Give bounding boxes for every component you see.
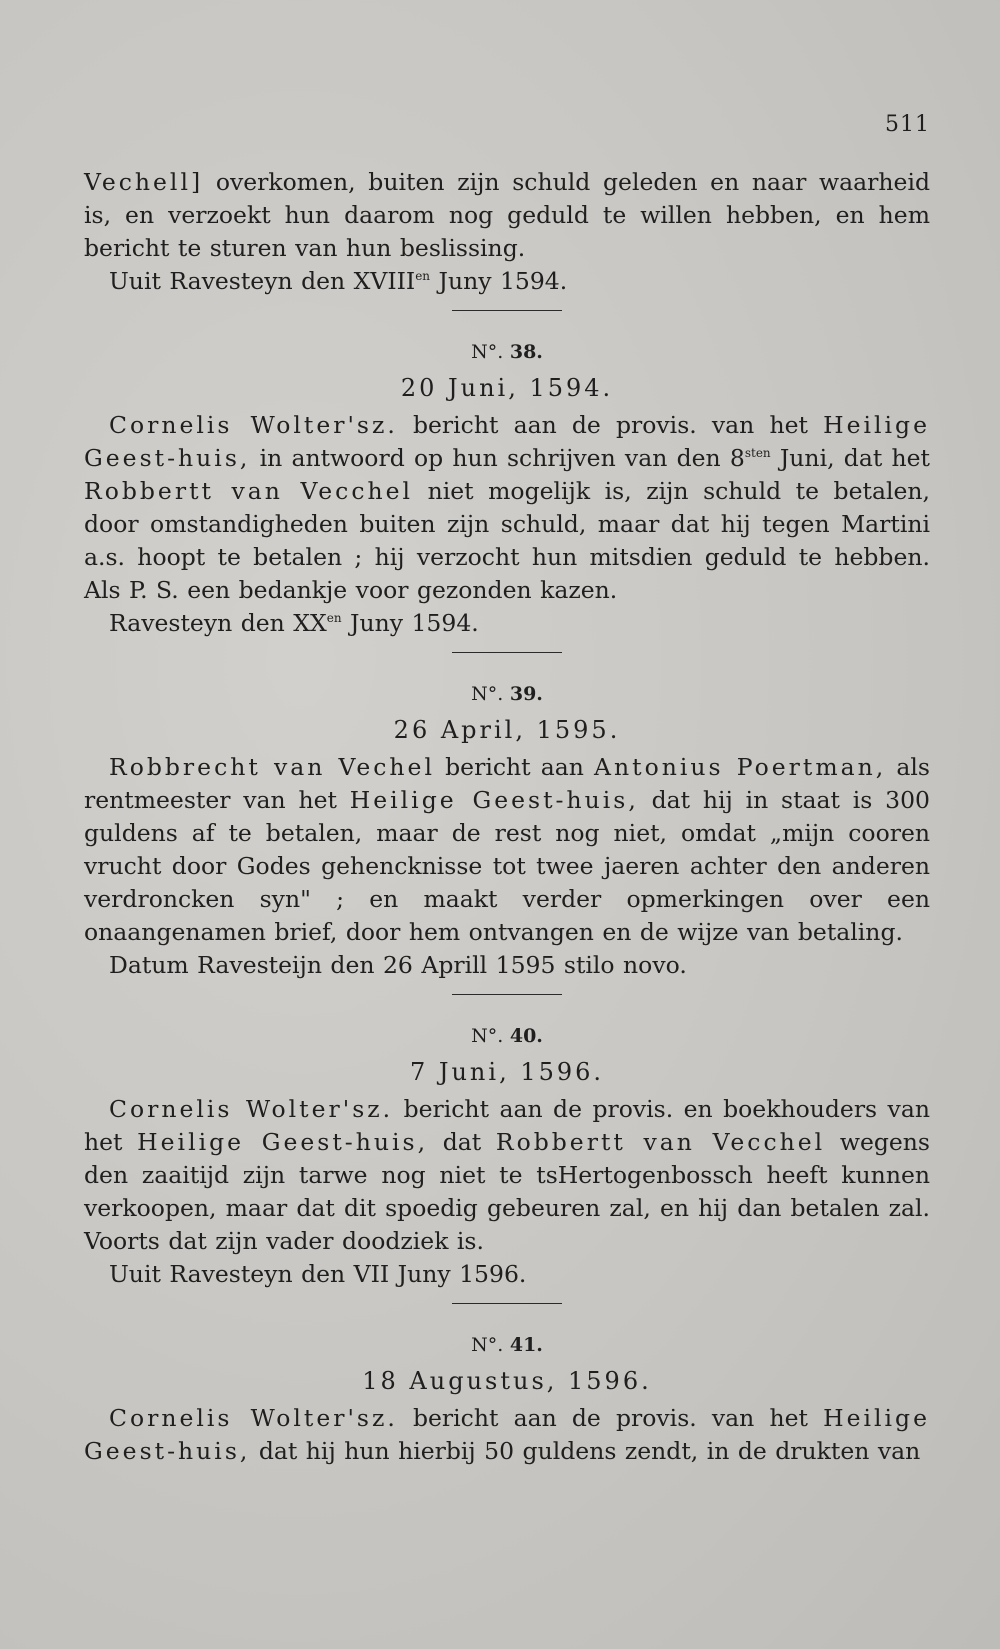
entry-39 — [84, 679, 930, 995]
entry-body: Cornelis Wolter'sz. bericht aan de provis. van het Heilige Geest-huis, dat hij hun hierbij 50 guldens zendt, in de drukten van — [84, 1404, 930, 1465]
section-divider — [452, 310, 562, 311]
section-divider — [452, 652, 562, 653]
intro-text: overkomen, buiten zijn schuld geleden en naar waarheid is, en verzoekt hun daarom nog geduld te willen hebben, en hem bericht te sturen van hun beslissing. — [84, 168, 930, 262]
page-number: 511 — [885, 112, 930, 137]
entry-name: Antonius Poertman, — [594, 753, 887, 781]
entry-body: Robbrecht van Vechel bericht aan Antonius Poertman, als rentmeester van het Heilige Geest-huis, dat hij in staat is 300 guldens af te betalen, maar de rest nog niet, omdat „mijn cooren vrucht door Godes gehencknisse tot twee jaeren achter den anderen verdroncken syn" ; en maakt verder opmerkingen over een onaangenamen brief, door hem ontvangen en de wijze van betaling. — [84, 753, 931, 946]
entry-number: N°. 41. — [471, 1334, 543, 1356]
entry-date: 18 Augustus, 1596. — [362, 1367, 652, 1395]
entry-name: Cornelis Wolter'sz. — [109, 1404, 398, 1432]
entry-closing: Uuit Ravesteyn den VII Juny 1596. — [109, 1260, 527, 1288]
section-divider — [452, 1303, 562, 1304]
entry-body: Cornelis Wolter'sz. bericht aan de provis. en boekhouders van het Heilige Geest-huis, dat Robbertt van Vecchel wegens den zaaitijd zijn tarwe nog niet te tsHertogenbossch heeft kunnen verkoopen, maar dat dit spoedig gebeuren zal, en hij dan betalen zal. Voorts dat zijn vader doodziek is. — [84, 1095, 930, 1255]
entry-closing: Datum Ravesteijn den 26 Aprill 1595 stilo novo. — [109, 951, 687, 979]
person-name: Robbertt van Vecchel — [495, 1128, 826, 1156]
institution-name: Heilige Geest-huis, — [137, 1128, 429, 1156]
intro-section — [84, 100, 930, 311]
entry-date: 20 Juni, 1594. — [400, 374, 614, 402]
entry-number: N°. 39. — [471, 683, 543, 705]
book-page — [84, 100, 930, 1468]
intro-person: Vechell] — [84, 168, 204, 196]
person-name: Robbrecht van Vechel — [109, 753, 435, 781]
entry-date: 26 April, 1595. — [393, 716, 621, 744]
entry-closing: Ravesteyn den $XX^{en}$ Juny 1594. — [109, 609, 479, 637]
person-name: Robbertt van Vecchel — [84, 477, 414, 505]
institution-name: Heilige Geest-huis, — [349, 786, 639, 814]
entry-name: Cornelis Wolter'sz. — [109, 1095, 394, 1123]
entry-41 — [84, 1330, 930, 1468]
institution-name: Heilige Geest-huis, — [84, 1404, 930, 1465]
entry-38 — [84, 337, 930, 653]
intro-closing: Uuit Ravesteyn den $XVIII^{en}$ Juny 1594. — [109, 267, 568, 295]
section-divider — [452, 994, 562, 995]
entry-name: Cornelis Wolter'sz. — [109, 411, 398, 439]
entry-number: N°. 38. — [471, 341, 543, 363]
entry-number: N°. 40. — [471, 1025, 543, 1047]
entry-40 — [84, 1021, 930, 1304]
institution-name: Heilige Geest-huis, — [84, 411, 930, 472]
entry-date: 7 Juni, 1596. — [409, 1058, 605, 1086]
entry-body: Cornelis Wolter'sz. bericht aan de provis. van het Heilige Geest-huis, in antwoord op hun schrijven van den $8^{sten}$ Juni, dat het Robbertt van Vecchel niet mogelijk is, zijn schuld te betalen, door omstandigheden buiten zijn schuld, maar dat hij tegen Martini a.s. hoopt te betalen ; hij verzocht hun mitsdien geduld te hebben. Als P. S. een bedankje voor gezonden kazen. — [84, 411, 930, 604]
intro-paragraph — [84, 166, 930, 265]
